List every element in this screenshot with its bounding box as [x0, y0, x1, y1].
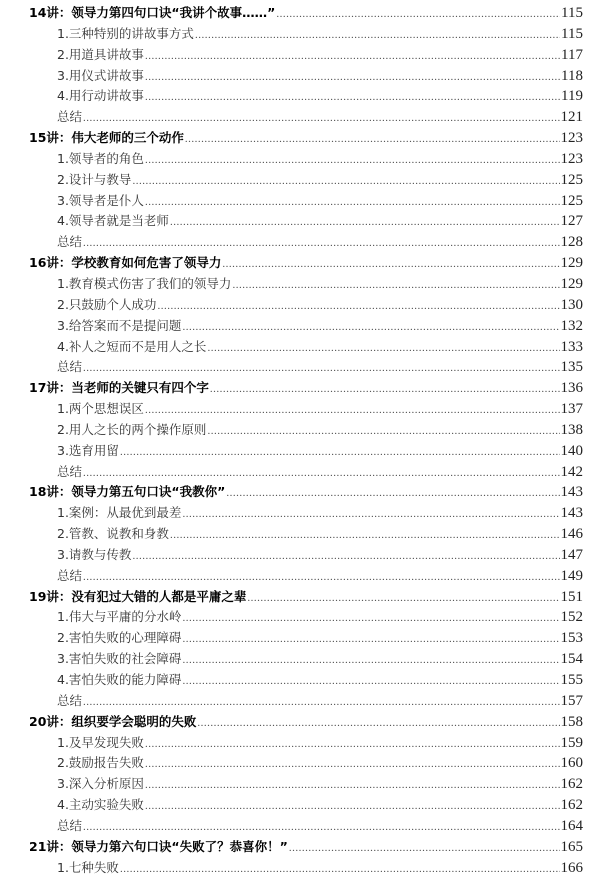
- toc-page-number: 123: [560, 130, 583, 147]
- toc-entry-title: 总结: [57, 692, 83, 708]
- toc-page-number: 166: [560, 859, 583, 876]
- dot-leader: [145, 796, 560, 817]
- toc-page-number: 153: [560, 630, 583, 647]
- toc-entry-title: 3.深入分析原因: [57, 776, 144, 792]
- toc-page-number: 142: [560, 463, 583, 480]
- toc-entry-title: 4.领导者就是当老师: [57, 213, 169, 229]
- dot-leader: [207, 338, 559, 359]
- toc-entry-title: 19讲：没有犯过大错的人都是平庸之辈: [29, 588, 247, 604]
- toc-entry-title: 总结: [57, 109, 83, 125]
- toc-chapter-entry[interactable]: [0, 712, 615, 733]
- toc-chapter-entry[interactable]: [0, 378, 615, 399]
- toc-entry-title: 1.七种失败: [57, 859, 119, 875]
- dot-leader: [132, 546, 559, 567]
- toc-page-number: 133: [560, 338, 583, 355]
- toc-entry-title: 1.案例：从最优到最差: [57, 505, 182, 521]
- toc-entry-title: 1.教育模式伤害了我们的领导力: [57, 275, 232, 291]
- toc-entry-title: 3.请教与传教: [57, 546, 132, 562]
- toc-entry-title: 4.害怕失败的能力障碍: [57, 672, 182, 687]
- dot-leader: [132, 171, 559, 192]
- toc-chapter-entry[interactable]: [0, 3, 615, 24]
- toc-page-number: 154: [560, 651, 583, 668]
- toc-entry-title: 16讲：学校教育如何危害了领导力: [29, 255, 222, 271]
- toc-section-entry[interactable]: [0, 295, 615, 316]
- toc-chapter-entry[interactable]: [0, 587, 615, 608]
- toc-entry-title: 2.用道具讲故事: [57, 46, 144, 62]
- dot-leader: [195, 25, 560, 46]
- toc-page-number: 123: [560, 150, 583, 167]
- toc-page-number: 130: [560, 296, 583, 313]
- toc-section-entry[interactable]: [0, 86, 615, 107]
- toc-page-number: 129: [560, 275, 583, 292]
- dot-leader: [185, 129, 560, 150]
- toc-section-entry[interactable]: [0, 545, 615, 566]
- toc-entry-title: 15讲：伟大老师的三个动作: [29, 130, 184, 146]
- dot-leader: [83, 567, 559, 588]
- toc-section-entry[interactable]: [0, 441, 615, 462]
- dot-leader: [145, 87, 560, 108]
- toc-page-number: 140: [560, 442, 583, 459]
- toc-entry-title: 3.害怕失败的社会障碍: [57, 651, 182, 667]
- dot-leader: [83, 233, 559, 254]
- dot-leader: [226, 483, 559, 504]
- toc-section-entry[interactable]: [0, 170, 615, 191]
- toc-entry-title: 总结: [57, 463, 83, 479]
- toc-page-number: 146: [560, 526, 583, 543]
- toc-section-entry[interactable]: [0, 649, 615, 670]
- toc-entry-title: 2.鼓励报告失败: [57, 755, 144, 771]
- toc-section-entry[interactable]: [0, 628, 615, 649]
- toc-page-number: 137: [560, 401, 583, 418]
- dot-leader: [145, 46, 560, 67]
- toc-page-number: 117: [561, 46, 583, 63]
- dot-leader: [120, 859, 560, 879]
- toc-page-number: 115: [561, 5, 583, 21]
- toc-page-number: 118: [561, 67, 583, 84]
- toc-entry-title: 17讲：当老师的关键只有四个字: [29, 380, 209, 396]
- toc-section-entry[interactable]: [0, 274, 615, 295]
- toc-section-entry[interactable]: [0, 733, 615, 754]
- toc-page-number: 132: [560, 317, 583, 334]
- toc-page-number: 147: [560, 546, 583, 563]
- toc-section-entry[interactable]: [0, 24, 615, 45]
- toc-entry-title: 20讲：组织要学会聪明的失败: [29, 713, 197, 729]
- dot-leader: [182, 317, 559, 338]
- toc-entry-title: 总结: [57, 234, 83, 250]
- toc-section-entry[interactable]: [0, 566, 615, 587]
- toc-entry-title: 4.补人之短而不是用人之长: [57, 338, 207, 354]
- dot-leader: [170, 525, 560, 546]
- toc-chapter-entry[interactable]: [0, 253, 615, 274]
- toc-page-number: 129: [560, 255, 583, 272]
- toc-section-entry[interactable]: [0, 66, 615, 87]
- toc-page-number: 115: [561, 25, 583, 42]
- dot-leader: [182, 650, 559, 671]
- toc-entry-title: 18讲：领导力第五句口诀“我教你”: [29, 484, 226, 500]
- dot-leader: [182, 629, 559, 650]
- toc-entry-title: 1.领导者的角色: [57, 150, 144, 166]
- dot-leader: [83, 358, 559, 379]
- toc-entry-title: 1.伟大与平庸的分水岭: [57, 609, 182, 625]
- toc-section-entry[interactable]: [0, 211, 615, 232]
- toc-page-number: 151: [560, 588, 583, 605]
- toc-page-number: 138: [560, 421, 583, 438]
- toc-chapter-entry[interactable]: [0, 128, 615, 149]
- toc-section-entry[interactable]: [0, 816, 615, 837]
- toc-entry-title: 2.害怕失败的心理障碍: [57, 630, 182, 646]
- dot-leader: [145, 67, 560, 88]
- toc-entry-title: 21讲：领导力第六句口诀“失败了？恭喜你！”: [29, 838, 288, 854]
- dot-leader: [222, 254, 559, 275]
- dot-leader: [182, 671, 559, 692]
- toc-section-entry[interactable]: [0, 774, 615, 795]
- toc-section-entry[interactable]: [0, 191, 615, 212]
- toc-entry-title: 1.三种特别的讲故事方式: [57, 25, 194, 41]
- toc-page-number: 165: [560, 838, 583, 855]
- dot-leader: [83, 817, 559, 838]
- dot-leader: [207, 421, 559, 442]
- dot-leader: [289, 838, 560, 859]
- dot-leader: [145, 754, 560, 775]
- toc-page-number: 119: [561, 88, 583, 105]
- toc-section-entry[interactable]: [0, 399, 615, 420]
- toc-page-number: 162: [560, 797, 583, 814]
- toc-chapter-entry[interactable]: [0, 837, 615, 858]
- toc-entry-title: 总结: [57, 567, 83, 583]
- dot-leader: [210, 379, 560, 400]
- dot-leader: [157, 296, 559, 317]
- toc-chapter-entry[interactable]: [0, 482, 615, 503]
- toc-entry-title: 总结: [57, 817, 83, 833]
- dot-leader: [83, 463, 559, 484]
- toc-section-entry[interactable]: [0, 858, 615, 879]
- toc-page-number: 127: [560, 213, 583, 230]
- toc-page-number: 164: [560, 817, 583, 834]
- table-of-contents: [0, 3, 615, 878]
- toc-entry-title: 1.两个思想误区: [57, 401, 144, 417]
- toc-page-number: 136: [560, 380, 583, 397]
- toc-section-entry[interactable]: [0, 670, 615, 691]
- toc-page-number: 160: [560, 755, 583, 772]
- toc-page-number: 135: [560, 359, 583, 376]
- dot-leader: [120, 442, 560, 463]
- toc-page-number: 128: [560, 234, 583, 251]
- toc-section-entry[interactable]: [0, 337, 615, 358]
- dot-leader: [232, 275, 559, 296]
- toc-section-entry[interactable]: [0, 753, 615, 774]
- toc-entry-title: 2.管教、说教和身教: [57, 526, 169, 542]
- toc-entry-title: 3.领导者是仆人: [57, 192, 144, 208]
- toc-page-number: 158: [560, 713, 583, 730]
- toc-page-number: 157: [560, 692, 583, 709]
- toc-section-entry[interactable]: [0, 462, 615, 483]
- toc-section-entry[interactable]: [0, 149, 615, 170]
- toc-entry-title: 总结: [57, 359, 83, 375]
- dot-leader: [145, 150, 560, 171]
- toc-page-number: 152: [560, 609, 583, 626]
- dot-leader: [145, 400, 560, 421]
- toc-section-entry[interactable]: [0, 45, 615, 66]
- toc-entry-title: 4.用行动讲故事: [57, 88, 144, 104]
- toc-entry-title: 4.主动实验失败: [57, 797, 144, 813]
- toc-page-number: 143: [560, 484, 583, 501]
- dot-leader: [197, 713, 559, 734]
- toc-entry-title: 2.设计与教导: [57, 171, 132, 187]
- toc-page-number: 143: [560, 505, 583, 522]
- toc-section-entry[interactable]: [0, 316, 615, 337]
- toc-page-number: 121: [560, 109, 583, 126]
- dot-leader: [182, 608, 559, 629]
- toc-section-entry[interactable]: [0, 524, 615, 545]
- toc-section-entry[interactable]: [0, 607, 615, 628]
- dot-leader: [83, 108, 559, 129]
- toc-page-number: 149: [560, 567, 583, 584]
- toc-section-entry[interactable]: [0, 503, 615, 524]
- toc-page-number: 155: [560, 672, 583, 688]
- toc-section-entry[interactable]: [0, 795, 615, 816]
- toc-page-number: 159: [560, 734, 583, 751]
- dot-leader: [83, 692, 559, 713]
- toc-entry-title: 3.选育用留: [57, 442, 119, 458]
- dot-leader: [170, 212, 560, 233]
- toc-section-entry[interactable]: [0, 232, 615, 253]
- dot-leader: [182, 504, 559, 525]
- toc-page-number: 125: [560, 171, 583, 188]
- toc-section-entry[interactable]: [0, 357, 615, 378]
- dot-leader: [145, 192, 560, 213]
- toc-entry-title: 3.用仪式讲故事: [57, 67, 144, 83]
- toc-entry-title: 14讲：领导力第四句口诀“我讲个故事……”: [29, 5, 276, 20]
- dot-leader: [145, 734, 560, 755]
- toc-section-entry[interactable]: [0, 420, 615, 441]
- toc-entry-title: 2.只鼓励个人成功: [57, 296, 157, 312]
- toc-entry-title: 2.用人之长的两个操作原则: [57, 421, 207, 437]
- toc-section-entry[interactable]: [0, 107, 615, 128]
- dot-leader: [276, 4, 560, 25]
- toc-section-entry[interactable]: [0, 691, 615, 712]
- toc-entry-title: 1.及早发现失败: [57, 734, 144, 750]
- dot-leader: [247, 588, 559, 609]
- dot-leader: [145, 775, 560, 796]
- toc-entry-title: 3.给答案而不是提问题: [57, 317, 182, 333]
- toc-page-number: 125: [560, 192, 583, 209]
- toc-page-number: 162: [560, 776, 583, 793]
